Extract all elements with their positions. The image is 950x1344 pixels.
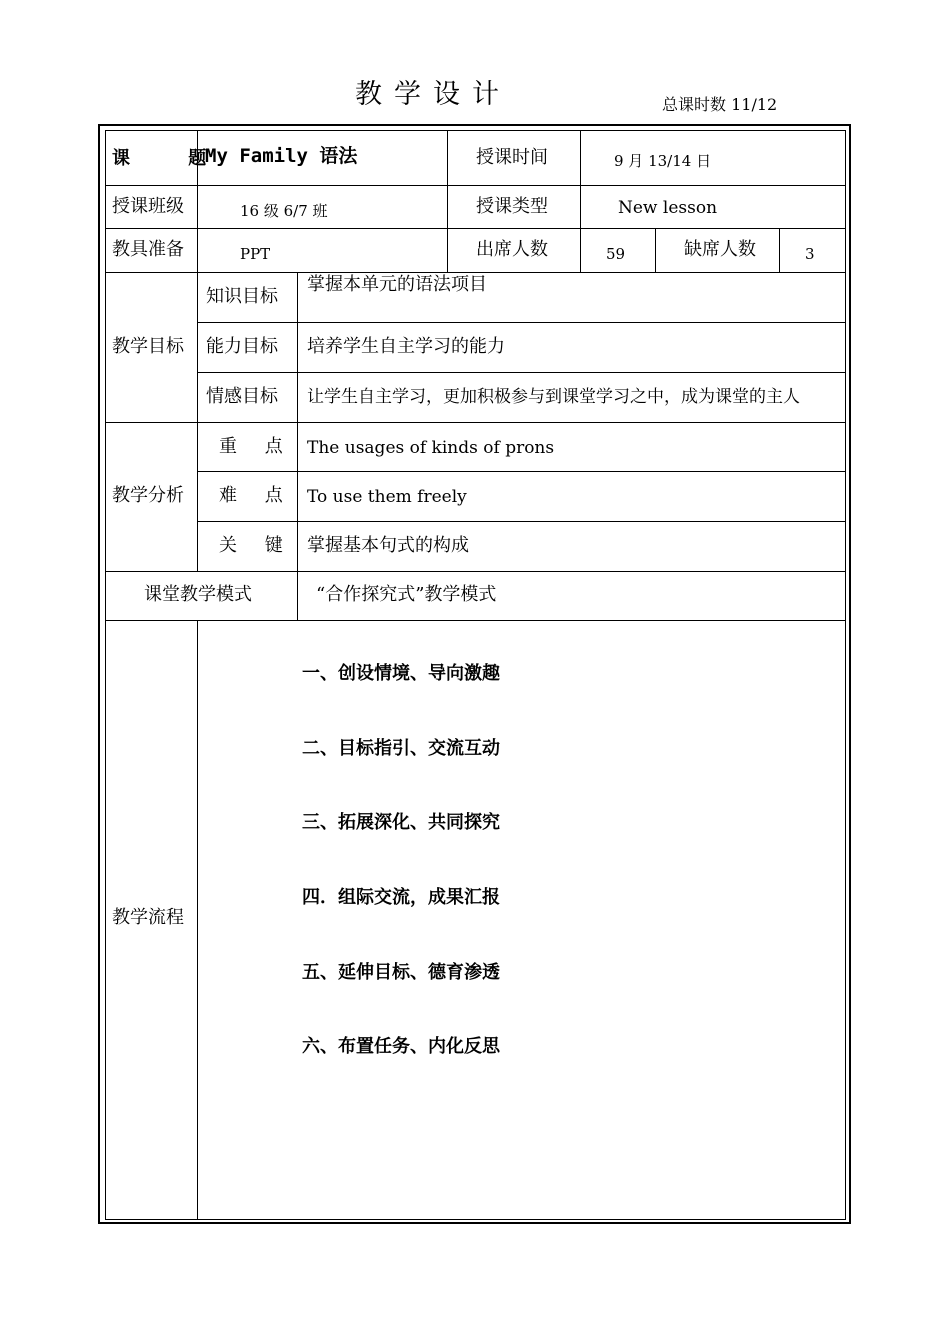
- absent-value: 3: [805, 245, 815, 263]
- row-divider: [105, 571, 846, 572]
- process-step: 一、创设情境、导向激趣: [302, 663, 500, 684]
- column-divider: [655, 228, 656, 272]
- process-step: 六、布置任务、内化反思: [302, 1036, 500, 1057]
- row-divider: [105, 228, 846, 229]
- analysis-label: 教学分析: [112, 485, 184, 506]
- goals-label: 教学目标: [112, 336, 184, 357]
- class-value: 16 级 6/7 班: [240, 202, 328, 220]
- process-label: 教学流程: [112, 907, 184, 928]
- crux-value: 掌握基本句式的构成: [307, 535, 469, 556]
- difficult-label: [219, 485, 294, 507]
- column-divider: [297, 272, 298, 620]
- column-divider: [197, 620, 198, 1220]
- crux-label: [219, 535, 294, 557]
- present-label: 出席人数: [476, 239, 548, 260]
- tools-value: PPT: [240, 245, 271, 263]
- present-value: 59: [606, 245, 626, 263]
- row-divider: [197, 521, 846, 522]
- time-value: 9 月 13/14 日: [614, 152, 712, 170]
- knowledge-value: 掌握本单元的语法项目: [307, 274, 487, 295]
- knowledge-label: 知识目标: [206, 286, 278, 307]
- process-step: 三、拓展深化、共同探究: [302, 812, 500, 833]
- difficult-value: To use them freely: [307, 487, 467, 507]
- page-title: 教学设计: [355, 79, 511, 110]
- column-divider: [779, 228, 780, 272]
- column-divider: [447, 130, 448, 272]
- key-label: [219, 436, 294, 458]
- process-step: 四．组际交流，成果汇报: [302, 887, 500, 908]
- mode-label: 课堂教学模式: [144, 584, 252, 605]
- emotion-value: 让学生自主学习，更加积极参与到课堂学习之中，成为课堂的主人: [307, 387, 800, 407]
- tools-label: 教具准备: [112, 239, 184, 260]
- column-divider: [580, 130, 581, 272]
- crux-label-text: 关 键: [219, 535, 294, 556]
- row-divider: [197, 372, 846, 373]
- column-divider: [197, 272, 198, 571]
- key-value: The usages of kinds of prons: [307, 438, 555, 458]
- row-divider: [105, 272, 846, 273]
- ability-value: 培养学生自主学习的能力: [307, 336, 505, 357]
- difficult-label-text: 难 点: [219, 485, 294, 506]
- row-divider: [197, 322, 846, 323]
- total-hours: 总课时数 11/12: [662, 95, 778, 114]
- emotion-label: 情感目标: [206, 386, 278, 407]
- topic-label: [112, 148, 233, 170]
- process-step: 二、目标指引、交流互动: [302, 738, 500, 759]
- row-divider: [105, 185, 846, 186]
- absent-label: 缺席人数: [684, 239, 756, 260]
- type-value: New lesson: [618, 198, 718, 218]
- ability-label: 能力目标: [206, 336, 278, 357]
- row-divider: [105, 620, 846, 621]
- topic-label-text: 课 题: [112, 148, 233, 169]
- type-label: 授课类型: [476, 196, 548, 217]
- time-label: 授课时间: [476, 147, 548, 168]
- class-label: 授课班级: [112, 196, 184, 217]
- row-divider: [197, 471, 846, 472]
- topic-value: My Family 语法: [205, 145, 358, 167]
- key-label-text: 重 点: [219, 436, 294, 457]
- process-step: 五、延伸目标、德育渗透: [302, 962, 500, 983]
- row-divider: [105, 422, 846, 423]
- mode-value: “合作探究式”教学模式: [316, 584, 497, 605]
